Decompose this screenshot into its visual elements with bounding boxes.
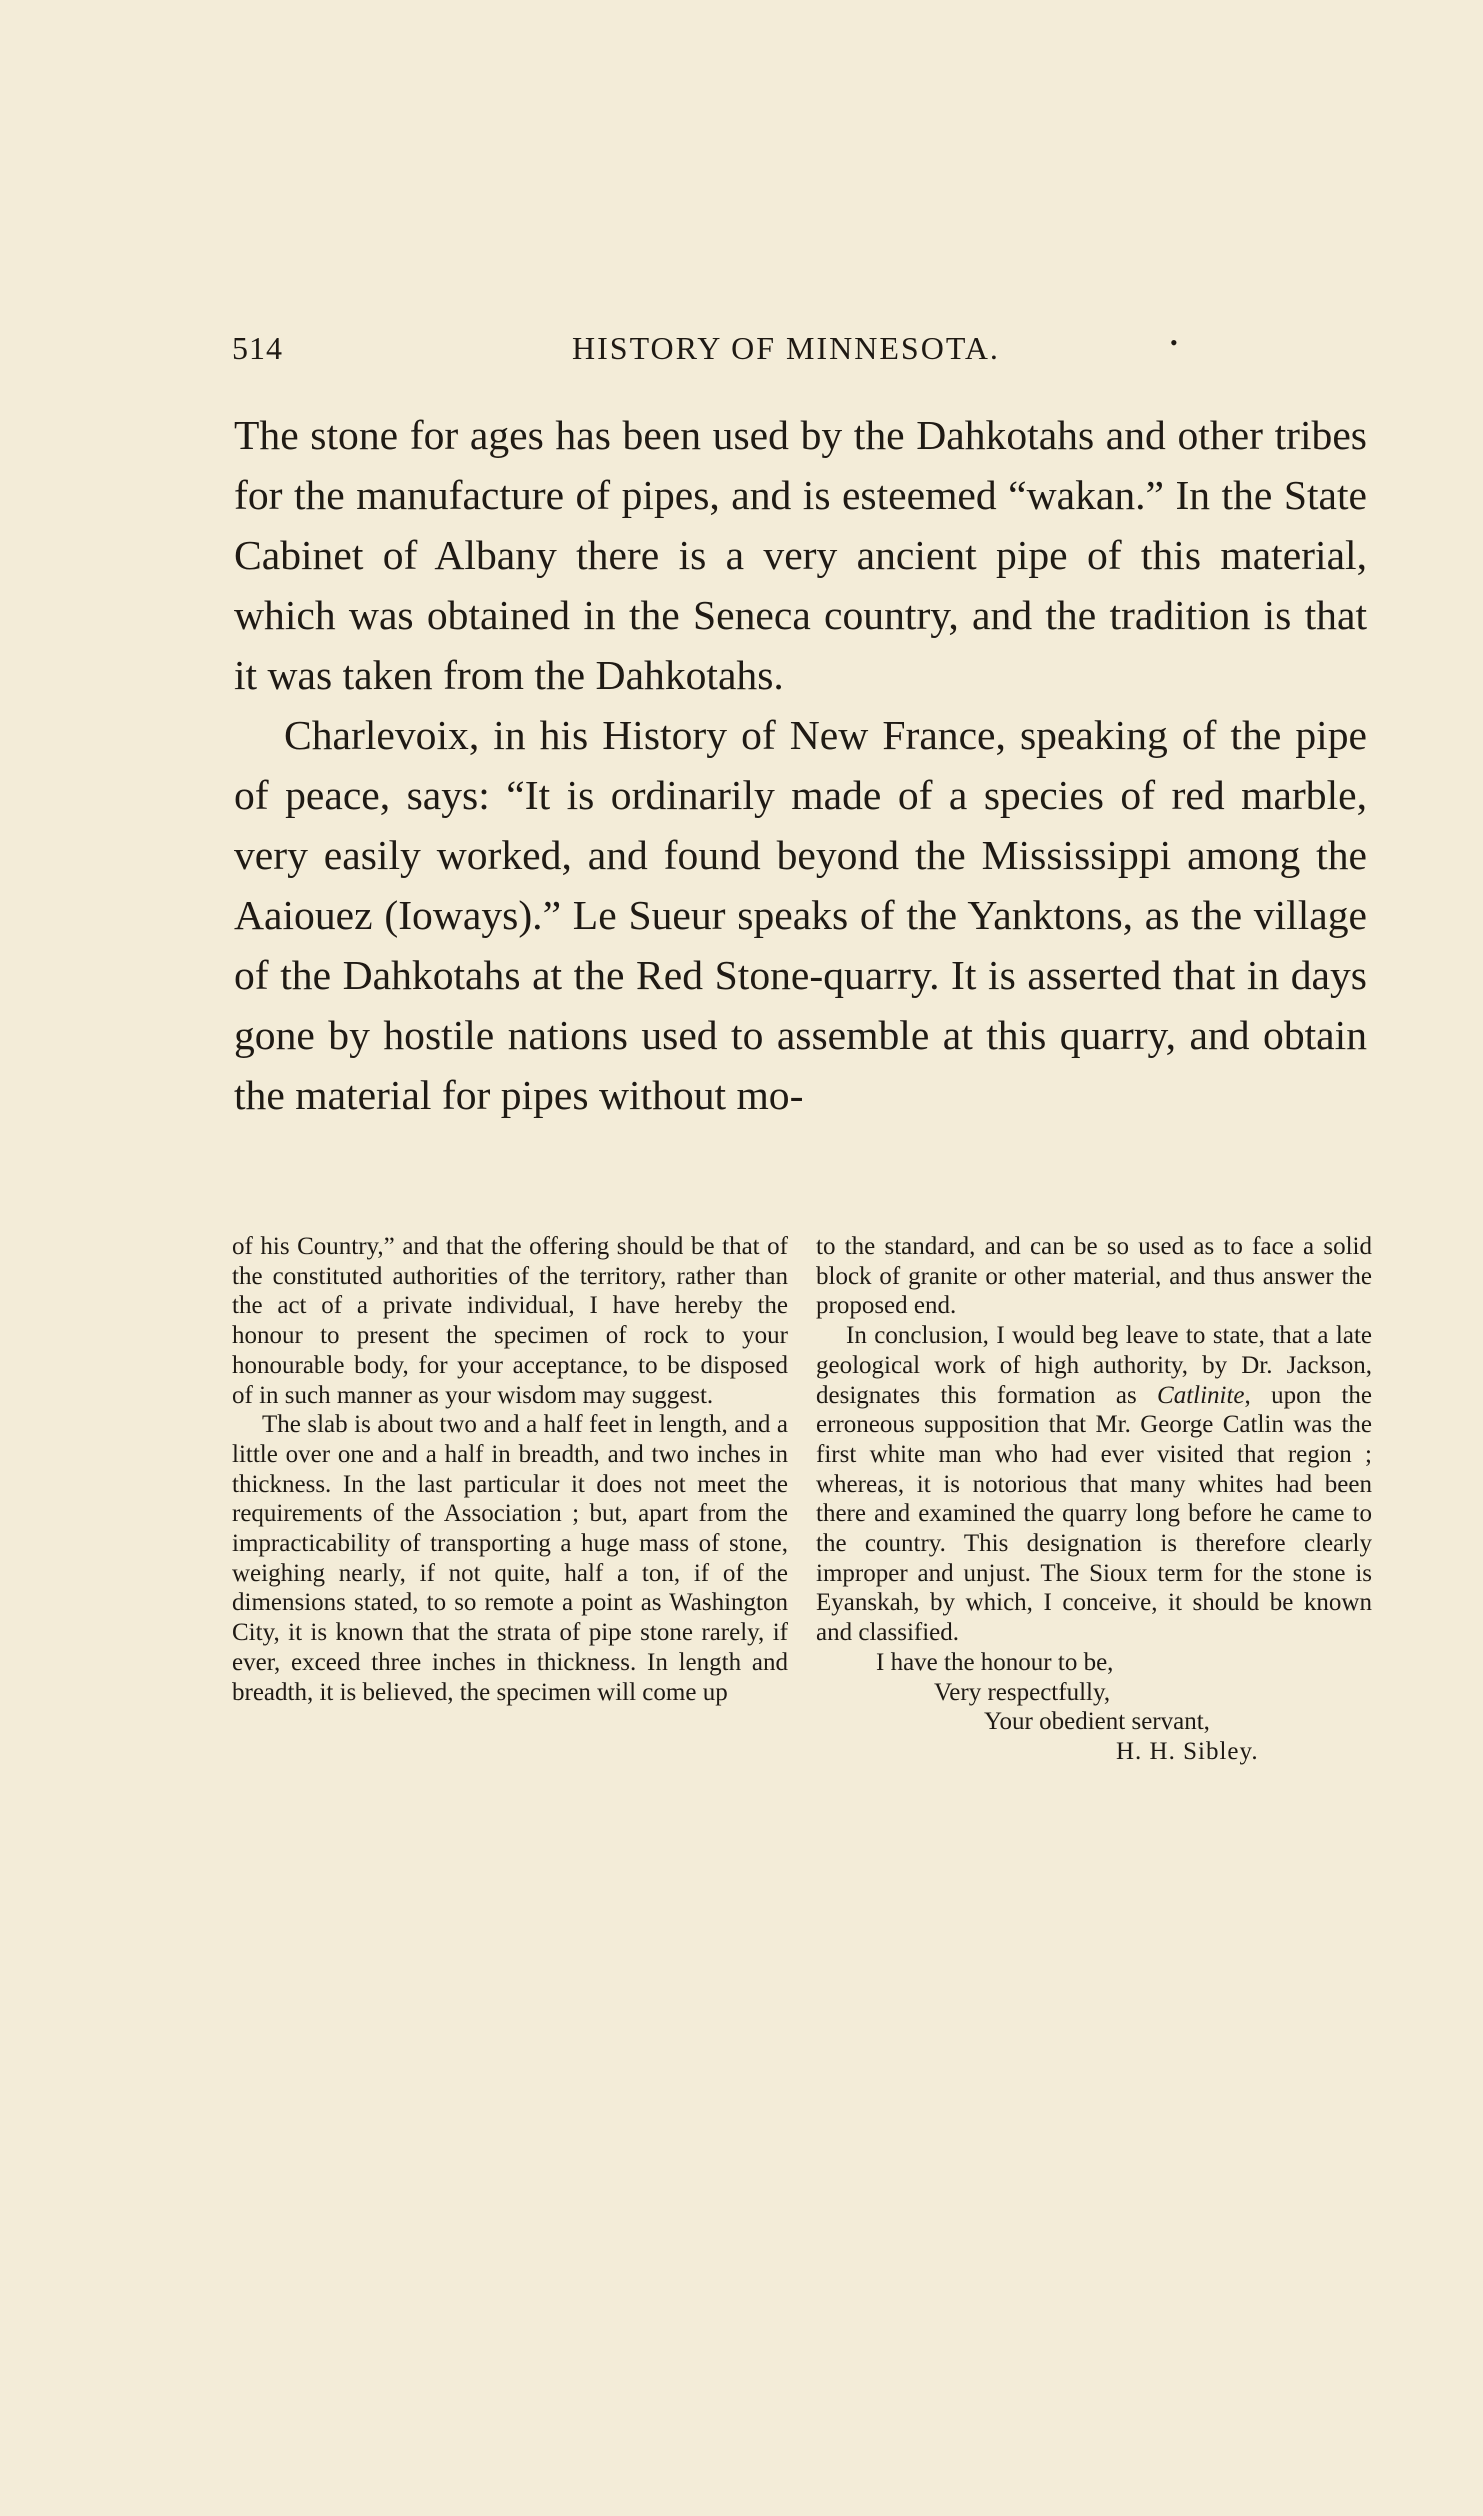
right-paragraph-2	[816, 1321, 1372, 1648]
two-column-section	[232, 1232, 1372, 2232]
main-paragraph-1: The stone for ages has been used by the Dahkotahs and other tribes for the manufacture of pipes, and is esteemed “wakan.” In the State Cabinet of Albany there is a very ancient pipe of this material, which was obtained in the Seneca country, and the tradition is that it was taken from the Dahkotahs.	[234, 412, 1367, 698]
letter-closing	[816, 1648, 1372, 1767]
closing-line-3: Your obedient servant,	[984, 1708, 1210, 1736]
main-text-block	[234, 405, 1367, 1125]
signature: H. H. Sibley.	[1116, 1737, 1259, 1765]
right-paragraph-2-text-b: , upon the erroneous supposition that Mr. George Catlin was the first white man who had ever visited that region ; whereas, it is notorious that many whites had been there and examined the quarry long before he came to the country. This designation is therefore clearly improper and unjust. The Sioux term for the stone is Eyanskah, by which, I conceive, it should be known and classified.	[816, 1381, 1373, 1647]
right-paragraph-2-text-a: In conclusion, I would beg leave to state, that a late geological work of high authority, by Dr. Jackson, designates this formation as	[816, 1322, 1372, 1409]
main-paragraph-2: Charlevoix, in his History of New France, speaking of the pipe of peace, says: “It is ordinarily made of a species of red marble, very easily worked, and found beyond the Mississippi among the Aaiouez (Ioways).” Le Sueur speaks of the Yanktons, as the village of the Dahkotahs at the Red Stone-quarry. It is asserted that in days gone by hostile nations used to assemble at this quarry, and obtain the material for pipes without mo-	[234, 712, 1367, 1118]
left-paragraph-1: of his Country,” and that the offering should be that of the constituted authorities of the territory, rather than the act of a private individual, I have hereby the honour to present the specimen of rock to your honourable body, for your acceptance, to be disposed of in such manner as your wisdom may suggest.	[232, 1233, 788, 1409]
print-mark: •	[1170, 330, 1178, 355]
right-column	[816, 1232, 1372, 1767]
page-header	[232, 330, 1232, 380]
left-column	[232, 1232, 788, 1707]
right-paragraph-1: to the standard, and can be so used as to face a solid block of granite or other material, and thus answer the proposed end.	[816, 1233, 1372, 1320]
page-number: 514	[232, 330, 283, 366]
running-title: HISTORY OF MINNESOTA.	[572, 330, 1000, 366]
closing-line-1: I have the honour to be,	[876, 1648, 1114, 1676]
closing-line-2: Very respectfully,	[934, 1678, 1111, 1706]
catlinite-term: Catlinite	[1157, 1381, 1245, 1409]
left-paragraph-2: The slab is about two and a half feet in length, and a little over one and a half in breadth, and two inches in thickness. In the last particular it does not meet the requirements of the Association ; but, apart from the impracticability of transporting a huge mass of stone, weighing nearly, if not quite, half a ton, if of the dimensions stated, to so remote a point as Washington City, it is known that the strata of pipe stone rarely, if ever, exceed three inches in thickness. In length and breadth, it is believed, the specimen will come up	[232, 1411, 788, 1706]
